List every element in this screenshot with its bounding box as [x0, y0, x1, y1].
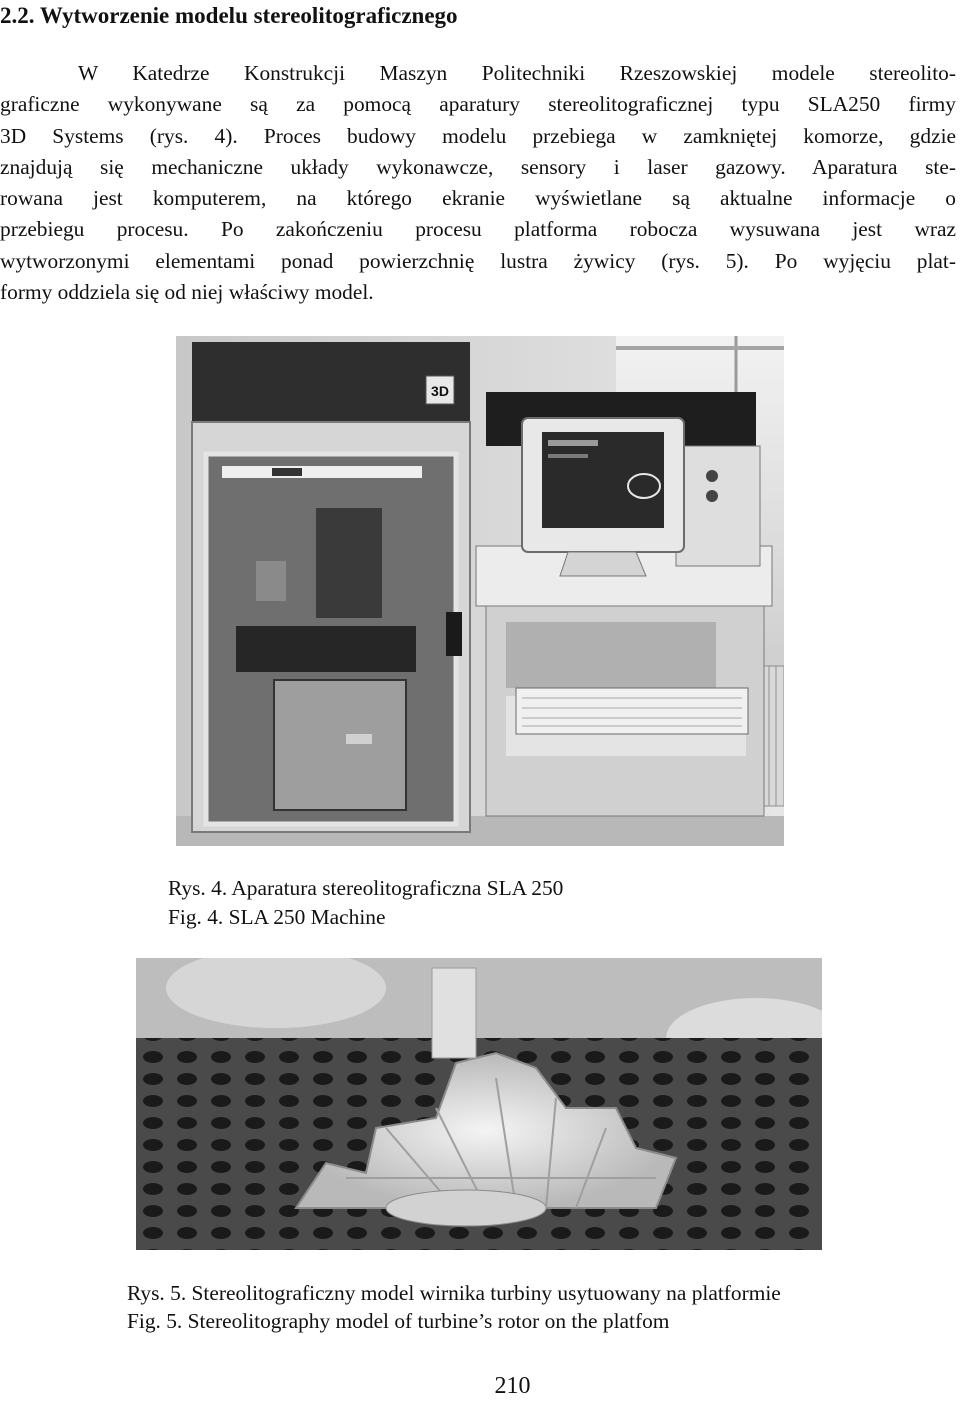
figure-4-caption-pl: Rys. 4. Aparatura stereolitograficzna SLA 250	[168, 876, 564, 900]
paragraph-line: znajdują się mechaniczne układy wykonawcze, sensory i laser gazowy. Aparatura ste-	[0, 154, 956, 179]
paragraph-line: graficzne wykonywane są za pomocą aparatury stereolitograficznej typu SLA250 firmy	[0, 92, 956, 117]
figure-5-caption-en: Fig. 5. Stereolitography model of turbine’s rotor on the platfom	[127, 1309, 670, 1333]
page-number: 210	[494, 1373, 531, 1399]
paragraph-line: rowana jest komputerem, na którego ekranie wyświetlane są aktualne informacje o	[0, 186, 956, 211]
section-heading: 2.2. Wytworzenie modelu stereolitograficznego	[0, 3, 458, 28]
paragraph-line: wytworzonymi elementami ponad powierzchnię lustra żywicy (rys. 5). Po wyjęciu plat-	[0, 248, 956, 273]
body-paragraph	[0, 58, 956, 308]
figure-5-photo	[136, 958, 822, 1250]
figure-4-photo	[176, 336, 784, 846]
paragraph-line: 3D Systems (rys. 4). Proces budowy modelu przebiega w zamkniętej komorze, gdzie	[0, 123, 956, 148]
figure-4-caption-en: Fig. 4. SLA 250 Machine	[168, 905, 386, 929]
figure-5-caption-pl: Rys. 5. Stereolitograficzny model wirnika turbiny usytuowany na platformie	[127, 1281, 781, 1305]
paragraph-line: formy oddziela się od niej właściwy model.	[0, 280, 374, 305]
paragraph-line: W Katedrze Konstrukcji Maszyn Politechniki Rzeszowskiej modele stereolito-	[78, 61, 956, 85]
paragraph-line: przebiegu procesu. Po zakończeniu procesu platforma robocza wysuwana jest wraz	[0, 217, 956, 242]
machine-logo: 3D	[431, 383, 449, 399]
